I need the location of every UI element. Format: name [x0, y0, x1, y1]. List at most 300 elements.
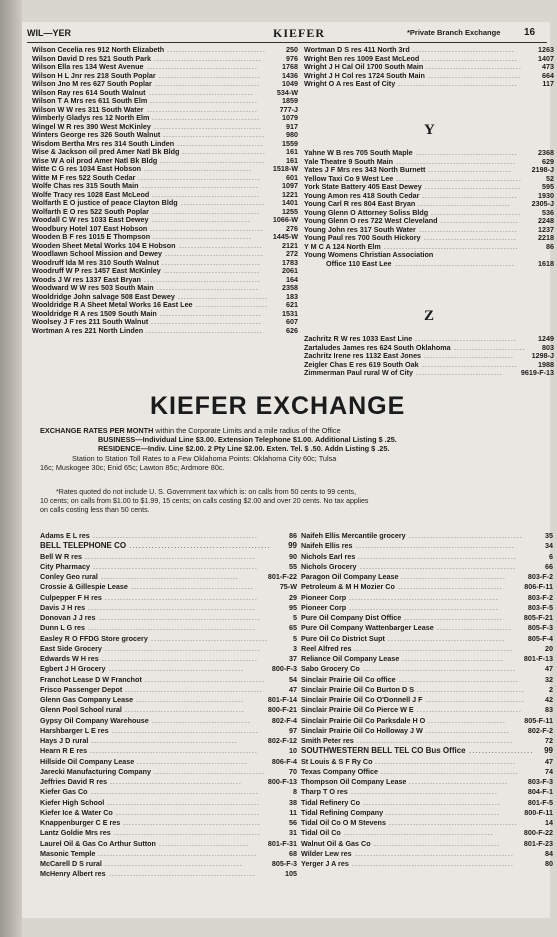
listing-name: Tidal Oil Co O M Stevens [301, 818, 386, 827]
listing-name: Woods J W res 1337 East Bryan [32, 275, 141, 284]
listing-name: Wimberly Gladys res 12 North Elm [32, 114, 150, 122]
listing-row [40, 849, 297, 859]
phone-number: 5 [293, 613, 297, 622]
phone-number: 34 [545, 541, 553, 551]
leader-dots: .............................................. [125, 684, 263, 694]
listing-name: Wortman D S res 411 North 3rd [304, 46, 410, 54]
listing-name: Woodruff W P res 1457 East McKinley [32, 267, 161, 275]
leader-dots: .................................. [413, 46, 515, 54]
leader-dots: .................................. [402, 654, 504, 663]
listing-name: Woodlawn School Mission and Dewey [32, 250, 163, 258]
listing-name: Wise W A oil prod Amer Natl Bk Bldg [32, 156, 158, 165]
listing-name: Winters George res 326 South Walnut [32, 131, 161, 139]
leader-dots: .............................. [431, 208, 521, 217]
listing-name: Young Amon res 418 South Cedar [304, 191, 420, 200]
leader-dots: ............................... [424, 234, 517, 242]
listing-name: Masonic Temple [40, 848, 96, 858]
leader-dots: ..................................... [147, 63, 258, 71]
listing-row [301, 746, 553, 756]
listing-row [301, 685, 553, 695]
listing-name: Glenn Gas Company Lease [40, 695, 134, 704]
phone-number: 97 [289, 725, 297, 735]
listing-row [301, 859, 553, 869]
listing-name: Dunn L G res [40, 623, 85, 633]
phone-number: 1079 [282, 114, 298, 122]
phone-number: 1237 [538, 225, 554, 234]
listing-row [40, 613, 297, 623]
listing-row [32, 72, 298, 81]
listing-row [301, 654, 553, 664]
page-number: 16 [524, 27, 536, 38]
leader-dots: ................................. [152, 715, 251, 725]
phone-number: 1097 [282, 182, 298, 190]
phone-number: 800-F-21 [267, 705, 297, 715]
leader-dots: ......................................................... [85, 551, 256, 561]
phone-number: 802-F-12 [267, 736, 297, 745]
phone-number: 86 [546, 242, 554, 251]
leader-dots: .............................................. [101, 572, 239, 581]
leader-dots: ............................ [428, 166, 512, 174]
listing-row [301, 808, 553, 818]
leader-dots: ................................................. [112, 725, 259, 735]
listing-name: Wooden B F res 1015 E Thompson [32, 233, 151, 241]
phone-number: 52 [546, 174, 554, 183]
phone-number: 801-F-23 [523, 838, 553, 848]
listing-name: Thompson Oil Company Lease [301, 777, 407, 786]
phone-number: 66 [545, 561, 553, 571]
listing-name: Wolfe Chas res 315 South Main [32, 182, 139, 190]
listing-row [40, 859, 297, 869]
listing-row [304, 226, 554, 235]
phone-number: 164 [286, 275, 298, 284]
listing-name: McHenry Albert res [40, 869, 106, 879]
leader-dots: ........................................... [389, 818, 518, 827]
listing-row [32, 123, 298, 132]
phone-number: 5 [293, 633, 297, 643]
listing-row [32, 199, 298, 208]
listing-row [40, 623, 297, 633]
phone-number: 20 [545, 643, 553, 653]
listing-row [301, 675, 553, 685]
leader-dots: .................................................. [344, 828, 494, 838]
phone-number: 1518-W [272, 165, 298, 173]
phone-number: 1618 [538, 259, 554, 268]
phone-number: 272 [286, 250, 298, 258]
phone-number: 95 [289, 602, 297, 612]
leader-dots: ....................................... [142, 182, 259, 190]
phone-number: 2061 [282, 267, 298, 275]
listing-row [40, 828, 297, 838]
listing-row [40, 593, 297, 603]
phone-number: 607 [286, 318, 298, 326]
phone-number: 68 [289, 848, 297, 858]
listing-row [304, 200, 554, 209]
listing-row [32, 157, 298, 166]
leader-dots: ............................... [418, 200, 511, 208]
phone-number: 803-F-2 [527, 592, 553, 602]
phone-number: 1049 [282, 80, 298, 88]
phone-number: 1768 [282, 63, 298, 71]
listing-row [32, 301, 298, 310]
listing-name: Tidal Oil Co [301, 828, 341, 838]
tax-note-line3: on calls costing less than 50 cents. [40, 506, 150, 514]
listing-name: Wooldridge John salvage 508 East Dewey [32, 292, 175, 301]
listing-name: Nichols Grocery [301, 561, 357, 571]
leader-dots: ................................... [155, 80, 260, 88]
phone-number: 80 [545, 859, 553, 868]
phone-number: 805-F-11 [524, 715, 553, 725]
phone-number: 83 [545, 705, 553, 715]
listing-name: Kiefer Ice & Water Co [40, 807, 113, 817]
listing-row [304, 166, 554, 175]
leader-dots: ...................................................... [352, 859, 514, 868]
leader-dots: ................................. [153, 233, 252, 241]
listing-row [301, 798, 553, 808]
listing-name: Smith Peter res [301, 736, 354, 745]
phone-number: 1298-J [531, 352, 554, 360]
phone-number: 84 [545, 848, 553, 858]
listing-name: Jarecki Manufacturing Company [40, 766, 152, 776]
leader-dots: .................................. [163, 131, 265, 139]
listing-name: Kiefer High School [40, 797, 105, 807]
phone-number: 42 [545, 695, 553, 704]
phone-number: 2198-J [531, 166, 554, 174]
leader-dots: .................................................. [349, 592, 499, 602]
leader-dots: ...................................................... [99, 613, 261, 622]
listing-name: Conley Geo rural [40, 572, 98, 581]
listing-row [301, 664, 553, 674]
leader-dots: ..................................... [151, 318, 262, 326]
leader-dots: ....................................... [151, 633, 268, 643]
leader-dots: ........................................ [125, 705, 245, 715]
listing-name: Davis J H res [40, 602, 86, 612]
phone-number: 805-F-4 [527, 633, 553, 643]
leader-dots: ........................................................ [90, 746, 258, 756]
listing-name: Wright O A res East of City [304, 80, 396, 88]
phone-number: 250 [286, 46, 298, 54]
phone-number: 70 [289, 766, 297, 776]
listing-row [304, 369, 554, 378]
listing-column-right-bottom [301, 531, 553, 869]
listing-row [301, 613, 553, 623]
leader-dots: ................................. [409, 777, 508, 786]
phone-number: 47 [289, 684, 297, 694]
listing-name: Egbert J H Grocery [40, 664, 106, 674]
listing-row [40, 818, 297, 828]
phone-number: 629 [542, 157, 554, 166]
listing-row [301, 582, 553, 592]
header-rule [27, 42, 547, 43]
leader-dots: ................................................. [109, 869, 256, 879]
listing-name: Wingel W R res 390 West McKinley [32, 122, 151, 131]
listing-row [301, 828, 553, 838]
phone-number: 47 [545, 664, 553, 674]
leader-dots: ........................ [196, 301, 268, 309]
phone-number: 777-J [279, 105, 298, 114]
listing-name: Wright J H Col res 1724 South Main [304, 71, 425, 80]
leader-dots: ............................................ [129, 541, 271, 551]
exchange-title: KIEFER EXCHANGE [150, 392, 406, 420]
phone-number: 2358 [282, 284, 298, 292]
listing-name: Wolfe Tracy res 1028 East McLeod [32, 190, 150, 199]
listing-name: Texas Company Office [301, 766, 378, 776]
phone-number: 800-F-3 [271, 664, 297, 674]
listing-name: Nichols Earl res [301, 551, 356, 561]
leader-dots: .................................................... [102, 654, 258, 663]
phone-number: 6 [549, 551, 553, 561]
leader-dots: ......................... [437, 623, 512, 633]
phone-number: 536 [542, 208, 554, 217]
listing-row [304, 63, 554, 72]
leader-dots: ...................................... [150, 224, 264, 233]
phone-number: 161 [286, 156, 298, 165]
phone-number: 800-F-11 [524, 807, 553, 817]
phone-number: 802-F-2 [527, 725, 553, 735]
leader-dots: ................................... [160, 156, 265, 165]
listing-row [304, 344, 554, 353]
phone-number: 10 [289, 746, 297, 756]
listing-name: Pioneer Corp [301, 602, 347, 612]
phone-number: 38 [289, 797, 297, 807]
listing-row [32, 174, 298, 183]
listing-name: Petroleum & M H Mozier Co [301, 582, 395, 592]
listing-row [304, 80, 554, 89]
listing-row [301, 787, 553, 797]
leader-dots: .................................................... [357, 736, 513, 745]
listing-row [32, 182, 298, 191]
listing-row [301, 736, 553, 746]
listing-name: Jeffries David R res [40, 777, 108, 786]
phone-number: 65 [289, 623, 297, 633]
listing-row [40, 675, 297, 685]
leader-dots: ........................................................ [91, 787, 259, 797]
listing-name: Witte M F res 522 South Cedar [32, 173, 136, 182]
phone-number: 2121 [282, 241, 298, 250]
leader-dots: .................................... [152, 207, 260, 216]
phone-number: 800-F-22 [523, 828, 553, 838]
listing-name: Reliance Oil Company Lease [301, 654, 400, 663]
listing-name: Zeigler Chas E res 619 South Oak [304, 360, 419, 369]
listing-row [301, 705, 553, 715]
listing-row [32, 225, 298, 234]
listing-name: Edwards W H res [40, 654, 99, 663]
listing-name: Kiefer Gas Co [40, 787, 88, 797]
leader-dots: .................................. [159, 71, 261, 80]
listing-name: Laurel Oil & Gas Co Arthur Sutton [40, 838, 156, 848]
phone-number: 1930 [538, 191, 554, 200]
listing-name: Sinclair Prairie Oil Co O'Donnell J F [301, 695, 423, 704]
listing-row [304, 175, 554, 184]
listing-row [304, 352, 554, 361]
phone-number: 473 [542, 63, 554, 71]
leader-dots: ................................. [404, 613, 503, 622]
leader-dots: .................................................... [360, 561, 516, 571]
leader-dots: ....................................................... [93, 531, 258, 540]
leader-dots: ...................................... [409, 531, 523, 540]
listing-name: York State Battery 405 East Dewey [304, 183, 422, 191]
listing-name: Young John res 317 South Water [304, 225, 416, 234]
phone-number: 1401 [282, 199, 298, 207]
leader-dots: ................................. [162, 258, 261, 267]
phone-number: 806-F-11 [524, 582, 553, 592]
listing-row [40, 716, 297, 726]
phone-number: 56 [289, 818, 297, 827]
phone-number: 803-F-2 [527, 572, 553, 581]
listing-row [32, 165, 298, 174]
phone-number: 534-W [276, 88, 298, 97]
leader-dots: ........................................................ [88, 623, 256, 633]
listing-row [40, 582, 297, 592]
phone-number: 2305-J [531, 200, 554, 208]
listing-name: Y M C A 124 North Elm [304, 242, 381, 251]
listing-name: Wilson T A Mrs res 611 South Elm [32, 97, 148, 105]
leader-dots: ..................................................... [355, 848, 514, 858]
leader-dots: .................................... [144, 165, 252, 173]
listing-name: Yahne W B res 705 South Maple [304, 149, 413, 157]
listing-row [304, 217, 554, 226]
leader-dots: .............................................. [105, 859, 243, 868]
leader-dots: .................................. [416, 149, 518, 157]
listing-row [32, 55, 298, 64]
leader-dots: ................................. [165, 250, 264, 258]
listing-name: Adams E L res [40, 531, 90, 540]
listing-name: Donovan J J res [40, 613, 96, 622]
section-letter-z: Z [424, 308, 435, 324]
listing-name: Wilder Lew res [301, 848, 352, 858]
phone-number: 29 [289, 592, 297, 602]
listing-name: Hearn R E res [40, 746, 88, 756]
leader-dots: ............................................... [375, 756, 516, 766]
leader-dots: ................................ [422, 360, 518, 369]
phone-number: 976 [286, 54, 298, 63]
leader-dots: ..................................................... [98, 848, 257, 858]
phone-number: 800-F-13 [267, 777, 297, 786]
listing-name: City Pharmacy [40, 561, 90, 571]
leader-dots: ................................................... [107, 797, 260, 807]
leader-dots: ............................................ [110, 777, 242, 786]
toll-rates-line2: 16c; Muskogee 30c; Enid 65c; Lawton 85c; Ardmore 80c. [40, 462, 225, 472]
listing-row [40, 746, 297, 756]
leader-dots: ............................................. [384, 242, 519, 251]
leader-dots: ..................................... [154, 766, 265, 776]
listing-name: Witte C G res 1034 East Hobson [32, 165, 141, 173]
listing-name: Zachritz R W res 1033 East Line [304, 335, 413, 343]
listing-name: Knappenburger C E res [40, 818, 121, 827]
rates-intro: within the Corporate Limits and a mile radius of the Office [155, 426, 341, 435]
page-header [27, 28, 547, 42]
leader-dots: .......................... [441, 217, 519, 225]
listing-name: Sinclair Prairie Oil Co Holloway J W [301, 725, 423, 735]
listing-row [32, 114, 298, 123]
listing-row [32, 208, 298, 217]
leader-dots: ................................... [398, 582, 503, 592]
listing-row [40, 531, 297, 541]
phone-number: 2248 [538, 217, 554, 225]
leader-dots: .................................... [152, 114, 260, 122]
phone-number: 621 [286, 301, 298, 309]
leader-dots: ......................................... [131, 582, 254, 592]
phone-number: 1859 [282, 97, 298, 105]
leader-dots: .......................................... [374, 838, 500, 848]
listing-name: Pure Oil Company Dist Office [301, 613, 402, 622]
rates-heading: EXCHANGE RATES PER MONTH [40, 426, 154, 435]
phone-number: 805-F-3 [527, 623, 553, 633]
phone-number: 1436 [282, 71, 298, 80]
listing-name: Tharp T O res [301, 787, 348, 797]
listing-name: Sinclair Prairie Oil Co Burton D S [301, 684, 415, 694]
phone-number: 276 [286, 224, 298, 233]
phone-number: 803-F-5 [527, 602, 553, 612]
listing-name: Tidal Refining Company [301, 807, 384, 817]
listing-name: Sinclair Prairie Oil Co office [301, 674, 396, 684]
listing-row [301, 726, 553, 736]
listing-name: Wortman A res 221 North Linden [32, 326, 144, 335]
listing-row [40, 726, 297, 736]
listing-row [32, 80, 298, 89]
phone-number: 31 [289, 828, 297, 838]
leader-dots: ........................ [454, 343, 526, 352]
leader-dots: .................................... [417, 684, 525, 694]
listing-name: Pioneer Corp [301, 592, 347, 602]
listing-row [40, 695, 297, 705]
page-binding-edge [0, 0, 22, 937]
tax-note-line2: 10 cents; on calls from $1.00 to $1.99, 15 cents; on calls costing $2.00 and over 20 cents. No tax applies [40, 497, 369, 505]
leader-dots: ............................................. [109, 664, 244, 674]
listing-column-right-z [304, 335, 554, 378]
phone-number: 1988 [538, 360, 554, 369]
listing-name: Young Glenn O res 722 West Cleveland [304, 217, 438, 225]
listing-row [304, 361, 554, 370]
listing-name: Wolfarth E O res 522 South Poplar [32, 207, 149, 216]
listing-column-left-bottom [40, 531, 297, 880]
leader-dots: ................................ [164, 267, 260, 275]
leader-dots: .................................. [157, 284, 259, 292]
listing-name: Paragon Oil Company Lease [301, 572, 399, 581]
listing-row [40, 808, 297, 818]
listing-row [301, 634, 553, 644]
leader-dots: ................................................. [114, 828, 261, 838]
phone-number: 1445-W [272, 233, 298, 241]
leader-dots: ................................... [149, 88, 254, 97]
listing-row [301, 777, 553, 787]
phone-number: 32 [545, 674, 553, 684]
phone-number: 99 [544, 746, 553, 756]
listing-row [32, 327, 298, 336]
listing-name: Gypsy Oil Company Warehouse [40, 715, 149, 725]
phone-number: 664 [542, 71, 554, 80]
leader-dots: ................................ [426, 63, 522, 71]
listing-name: Wisdom Bertha Mrs res 314 South Linden [32, 139, 175, 148]
listing-row [304, 243, 554, 252]
listing-row [301, 695, 553, 705]
tax-note-line1: *Rates quoted do not include U. S. Government tax which is: on calls from 50 cents to 99 cents, [56, 488, 357, 496]
phone-number: 35 [545, 531, 553, 540]
phone-number: 117 [542, 80, 554, 88]
leader-dots: ......................................... [138, 173, 261, 182]
phone-number: 626 [286, 326, 298, 335]
listing-row [40, 787, 297, 797]
leader-dots: .................................... [154, 54, 262, 63]
listing-name: Pure Oil Company Wattenbarger Lease [301, 623, 434, 633]
listing-row [32, 140, 298, 149]
leader-dots: ............................. [177, 139, 264, 148]
leader-dots: ............................... [428, 71, 521, 80]
listing-name: Yates J F Mrs res 343 North Burnett [304, 166, 426, 174]
phone-number: 801-F-22 [267, 572, 297, 581]
listing-name: Easley R O FFDG Store grocery [40, 633, 148, 643]
leader-dots: .................................. [160, 309, 262, 318]
listing-row [32, 46, 298, 55]
